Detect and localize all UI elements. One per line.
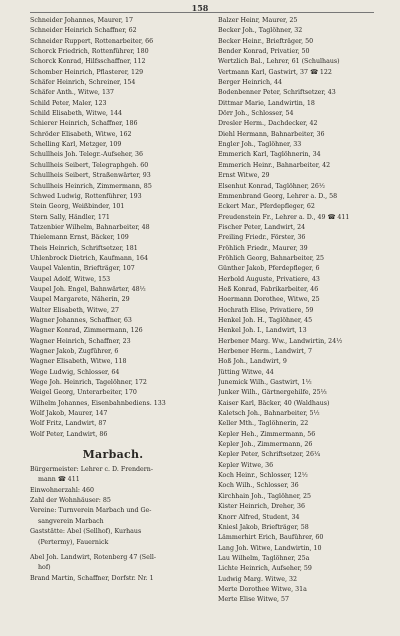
directory-entry: Schullheis Seibert, Telegraphgeh. 60 [30,161,149,169]
page-number: 158 [191,3,209,13]
directory-entry: Bender Konrad, Privatier, 50 [218,48,310,56]
left-column [30,16,196,584]
directory-entry: Hoermann Dorothee, Witwe, 25 [218,296,320,304]
section-entry-list [30,553,196,584]
directory-entry: Henkel Joh. I., Landwirt, 13 [218,327,307,335]
directory-entry: Schröder Elisabeth, Witwe, 162 [30,130,132,138]
directory-entry: Kepler Witwe, 36 [218,461,274,469]
directory-entry: Fischer Peter, Landwirt, 24 [218,223,306,231]
directory-entry: Ernst Witwe, 29 [218,172,270,180]
directory-entry: Herbold Auguste, Privatiere, 43 [218,275,320,283]
right-entry-list [218,16,386,606]
directory-entry: Vaupel Margarete, Näherin, 29 [30,296,130,304]
directory-entry: Abel Joh. Landwirt, Rotenberg 47 (Sell- [30,553,156,561]
directory-entry: Hochrath Elise, Privatiere, 59 [218,306,314,314]
section-info-line: sangverein Marbach [38,517,104,525]
directory-entry: Schild Elisabeth, Witwe, 144 [30,110,122,118]
directory-entry: Weigel Georg, Unterarbeiter, 170 [30,389,137,397]
directory-entry: Wagner Johannes, Schaffner, 63 [30,316,132,324]
directory-entry: Wagner Konrad, Zimmermann, 126 [30,327,143,335]
directory-entry: Becker Heinr., Briefträger, 50 [218,37,314,45]
directory-entry: Emmenbrand Georg, Lehrer a. D., 58 [218,192,338,200]
directory-entry: Schierer Heinrich, Schaffner, 186 [30,120,138,128]
directory-entry: Lau Wilhelm, Taglöhner, 25a [218,554,310,562]
directory-entry: Wolf Peter, Landwirt, 86 [30,430,108,438]
section-info-line: Gaststätte: Abel (Sellhof), Kurhaus [30,528,142,536]
directory-entry: Kniesl Jakob, Briefträger, 58 [218,523,309,531]
section-info-list [30,465,196,548]
section-info-line: Zahl der Wohnhäuser: 85 [30,497,111,505]
directory-entry: Theis Heinrich, Schriftsetzer, 181 [30,244,138,252]
directory-entry: Herbener Marg. Ww., Landwirtin, 24½ [218,337,343,345]
directory-entry: Vaupel Adolf, Witwe, 153 [30,275,111,283]
directory-entry: Schäfer Heinrich, Schreiner, 154 [30,79,136,87]
directory-entry: Diehl Hermann, Bahnarbeiter, 36 [218,130,325,138]
directory-entry: Tatzenbier Wilhelm, Bahnarbeiter, 48 [30,223,150,231]
directory-entry: Wege Ludwig, Schlosser, 64 [30,368,120,376]
directory-entry: Walter Elisabeth, Witwe, 27 [30,306,119,314]
directory-entry: Wagner Heinrich, Schaffner, 23 [30,337,131,345]
directory-entry: Lämmerhirt Erich, Bauführer, 60 [218,534,324,542]
directory-entry: Wilhelm Johannes, Eisenbahnbediens. 133 [30,399,166,407]
directory-entry: Junemick Wilh., Gastwirt, 1½ [218,379,312,387]
directory-entry: Koch Heinr., Schlosser, 12½ [218,472,308,480]
section-info-line: Einwohnerzahl: 460 [30,486,94,494]
directory-entry: Schneider Heinrich Schaffner, 62 [30,27,137,35]
directory-entry: Elsenhut Konrad, Taglöhner, 26½ [218,182,326,190]
directory-entry: Hoß Joh., Landwirt, 9 [218,358,287,366]
directory-entry: Vaupel Joh. Engel, Bahnwärter, 48½ [30,285,146,293]
section-info-line: (Pertermy), Fauernick [38,538,109,546]
directory-entry: Dörr Joh., Schlosser, 54 [218,110,294,118]
directory-entry: Uhlenbrock Dietrich, Kaufmann, 164 [30,254,148,262]
directory-entry: Koch Wilh., Schlosser, 36 [218,482,299,490]
directory-entry: Stern Sally, Händler, 171 [30,213,110,221]
directory-entry: Lang Joh. Witwe, Landwirtin, 10 [218,544,322,552]
directory-entry: Wolf Jakob, Maurer, 147 [30,410,108,418]
directory-entry: Schorck Konrad, Hilfsschaffner, 112 [30,58,146,66]
directory-entry: Jütting Witwe, 44 [218,368,274,376]
directory-entry: Berger Heinrich, 44 [218,79,283,87]
directory-entry: Keller Mth., Taglöhnerin, 22 [218,420,309,428]
section-info-line: Vereine: Turnverein Marbach und Ge- [30,507,152,515]
section-heading: Marbach. [82,448,144,462]
directory-entry: Junker Wilh., Gärtnergehilfe, 25⅓ [218,389,327,397]
directory-entry: Merte Dorothee Witwe, 31a [218,585,307,593]
header-rule [30,12,374,13]
left-entry-list [30,16,196,440]
directory-entry: Wolf Fritz, Landwirt, 87 [30,420,107,428]
directory-entry: Kepler Joh., Zimmermann, 26 [218,441,313,449]
directory-entry: Kaletsch Joh., Bahnarbeiter, 5½ [218,410,320,418]
directory-entry: Merte Elise Witwe, 57 [218,596,290,604]
directory-entry: Becker Joh., Taglöhner, 32 [218,27,303,35]
directory-entry: Bodenbenner Peter, Schriftsetzer, 43 [218,89,336,97]
directory-entry: Thielemann Ernst, Bäcker, 109 [30,234,129,242]
directory-entry: Emmerich Karl, Taglöhnerin, 34 [218,151,321,159]
directory-entry: Schomber Heinrich, Pflasterer, 129 [30,68,144,76]
directory-entry: Kepler Heh., Zimmermann, 56 [218,430,316,438]
section-info-line: Bürgermeister: Lehrer c. D. Frendern- [30,466,153,474]
directory-entry: Freudenstein Fr., Lehrer a. D., 49 ☎ 411 [218,213,350,221]
directory-entry: Dittmar Marie, Landwirtin, 18 [218,99,315,107]
directory-entry: Eckert Mar., Pferdepfleger, 62 [218,203,315,211]
directory-entry: Schullheis Seibert, Straßenwärter, 93 [30,172,151,180]
directory-entry: Vertmann Karl, Gastwirt, 37 ☎ 122 [218,68,332,76]
section-info-line: mann ☎ 411 [38,476,80,484]
directory-entry: Schäfer Anth., Witwe, 137 [30,89,114,97]
directory-entry: Balzer Heinr, Maurer, 25 [218,17,298,24]
directory-entry: Wagner Jakob, Zugführer, 6 [30,348,119,355]
directory-entry: Wagner Elisabeth, Witwe, 118 [30,358,127,366]
directory-entry: Knorr Alfred, Student, 34 [218,513,300,521]
directory-entry: Kister Heinrich, Dreher, 36 [218,503,306,511]
directory-entry: Schneider Johannes, Maurer, 17 [30,17,133,24]
directory-entry: Fröhlich Georg, Bahnarbeiter, 25 [218,254,325,262]
directory-entry: Schild Peter, Maler, 123 [30,99,107,107]
directory-entry: Dresler Herm., Dachdecker, 42 [218,120,318,128]
directory-entry: Günther Jakob, Pferdepfleger, 6 [218,265,320,273]
directory-entry: Schorck Friedrich, Rottenführer, 180 [30,48,149,56]
directory-entry: Emmerich Heinr., Bahnarbeiter, 42 [218,161,331,169]
directory-entry: Heß Konrad, Fabrikarbeiter, 46 [218,285,319,293]
directory-entry: Vaupel Valentin, Briefträger, 107 [30,265,135,273]
directory-entry: Lichte Heinrich, Aufseher, 59 [218,565,312,573]
directory-entry: Henkel Joh. H., Taglöhner, 45 [218,316,313,324]
directory-entry: Schneider Ruppert, Rottenarbeiter, 66 [30,37,154,45]
directory-entry: Kaiser Karl, Bäcker, 40 (Waldhaus) [218,399,330,407]
directory-entry: Kirchhain Joh., Taglöhner, 25 [218,492,312,500]
directory-entry: Stein Georg, Weißbinder, 101 [30,203,125,211]
directory-entry: Herbener Herm., Landwirt, 7 [218,348,312,355]
directory-entry: Ludwig Marg. Witwe, 32 [218,575,297,583]
directory-entry: Schullheis Joh. Telegr.-Aufseher, 36 [30,151,144,159]
directory-entry: hof) [38,564,51,572]
directory-entry: Brand Martin, Schaffner, Dorfstr. Nr. 1 [30,574,154,582]
directory-entry: Schullheis Heinrich, Zimmermann, 85 [30,182,152,190]
directory-entry: Freiling Friedr., Förster, 36 [218,234,306,242]
directory-entry: Wege Joh. Heinrich, Tagelöhner, 172 [30,379,147,387]
directory-entry: Schelling Karl, Metzger, 109 [30,141,122,149]
directory-entry: Kepler Peter, Schriftsetzer, 26¼ [218,451,321,459]
directory-entry: Engler Joh., Taglöhner, 33 [218,141,302,149]
directory-entry: Schwed Ludwig, Rottenführer, 193 [30,192,142,200]
right-column [218,16,386,606]
directory-entry: Fröhlich Friedr., Maurer, 39 [218,244,308,252]
directory-entry: Wertzlich Bal., Lehrer, 61 (Schulhaus) [218,58,340,66]
